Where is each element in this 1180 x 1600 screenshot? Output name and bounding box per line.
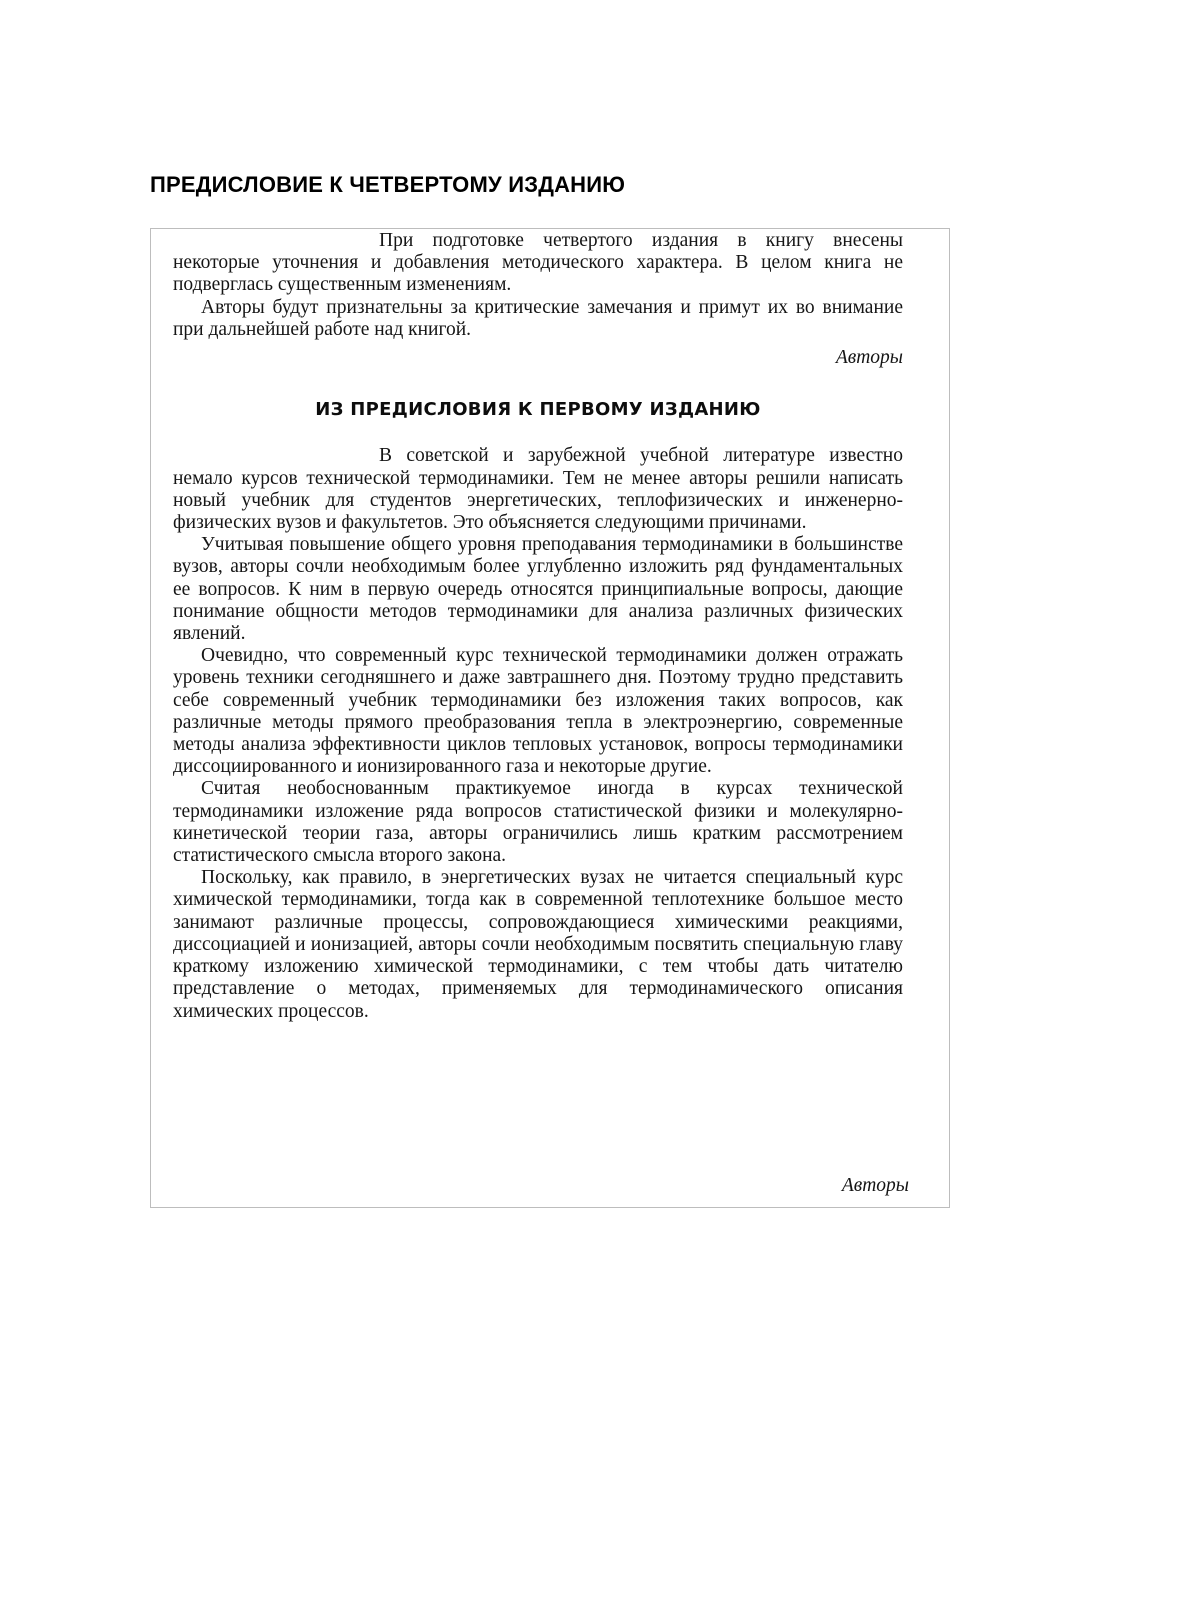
paragraph: Авторы будут признательны за критические замечания и примут их во внимание при дальнейшей работе над книгой. — [173, 296, 903, 340]
scanned-page-text — [173, 229, 903, 1023]
section-title: ИЗ ПРЕДИСЛОВИЯ К ПЕРВОМУ ИЗДАНИЮ — [315, 399, 761, 421]
paragraph: Очевидно, что современный курс технической термодинамики должен отражать уровень техники сегодняшнего и даже завтрашнего дня. Поэтому трудно представить себе современный учебник термодинамики без изложения таких вопросов, как различные методы прямого преобразования тепла в электроэнергию, современные методы анализа эффективности циклов тепловых установок, вопросы термодинамики диссоциированного и ионизированного газа и некоторые другие. — [173, 645, 903, 778]
page-heading: ПРЕДИСЛОВИЕ К ЧЕТВЕРТОМУ ИЗДАНИЮ — [150, 172, 626, 197]
scanned-page-frame — [150, 228, 950, 1208]
paragraph: Учитывая повышение общего уровня преподавания термодинамики в большинстве вузов, авторы сочли необходимым более углубленно изложить ряд фундаментальных ее вопросов. К ним в первую очередь относятся принципиальные вопросы, дающие понимание общности методов термодинамики для анализа различных физических явлений. — [173, 534, 903, 645]
paragraph: Поскольку, как правило, в энергетических вузах не читается специальный курс химической термодинамики, тогда как в современной теплотехнике большое место занимают различные процессы, сопровождающиеся химическими реакциями, диссоциацией и ионизацией, авторы сочли необходимым посвятить специальную главу краткому изложению химической термодинамики, с тем чтобы дать читателю представление о методах, применяемых для термодинамического описания химических процессов. — [173, 867, 903, 1022]
paragraph: В советской и зарубежной учебной литературе известно немало курсов технической термодинамики. Тем не менее авторы решили написать новый учебник для студентов энергетических, теплофизических и инженерно-физических вузов и факультетов. Это объясняется следующими причинами. — [173, 445, 903, 534]
authors-signature: Авторы — [835, 347, 903, 369]
first-edition-preface — [173, 399, 903, 1022]
paragraph: Считая необоснованным практикуемое иногда в курсах технической термодинамики изложение ряда вопросов статистической физики и молекулярно-кинетической теории газа, авторы ограничились лишь кратким рассмотрением статистического смысла второго закона. — [173, 778, 903, 867]
fourth-edition-preface — [173, 229, 903, 369]
authors-signature-final: Авторы — [841, 1174, 909, 1196]
paragraph: При подготовке четвертого издания в книгу внесены некоторые уточнения и добавления методического характера. В целом книга не подверглась существенным изменениям. — [173, 230, 903, 296]
